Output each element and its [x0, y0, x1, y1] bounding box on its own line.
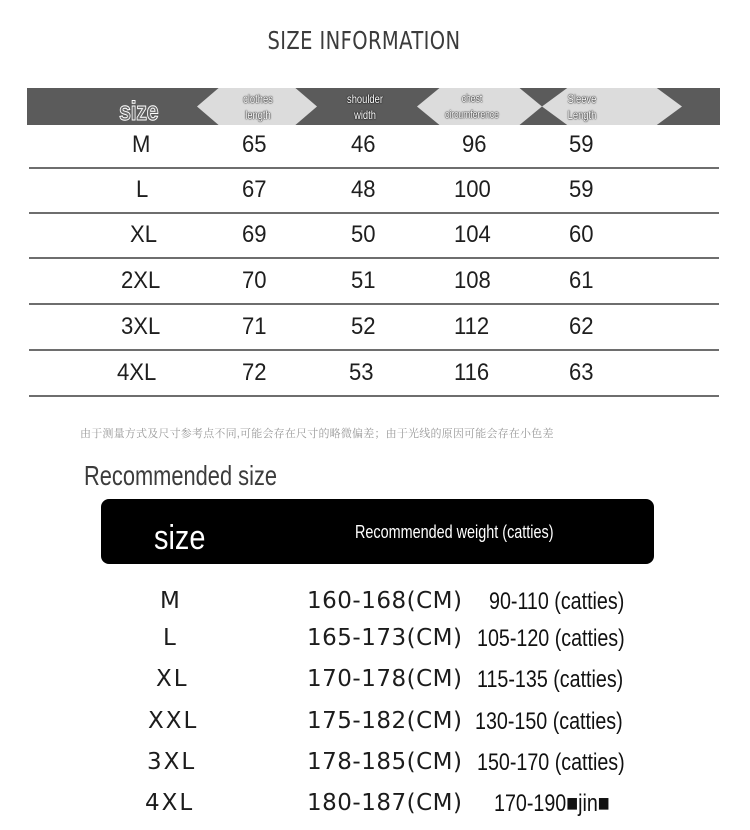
rec-size: XXL: [148, 708, 199, 734]
cell-chest: 108: [454, 267, 491, 294]
header-clothes-length: [231, 91, 286, 123]
cell-length: 70: [242, 267, 267, 294]
header-label-line: clothes: [243, 92, 273, 106]
header-label-line: shoulder: [347, 92, 383, 106]
header-chest-circumference: [437, 91, 507, 123]
cell-length: 65: [242, 131, 267, 158]
rec-height: 170-178(CM): [307, 666, 463, 692]
cell-shoulder: 50: [351, 221, 376, 248]
cell-shoulder: 52: [351, 313, 376, 340]
cell-sleeve: 60: [569, 221, 594, 248]
rec-height: 178-185(CM): [307, 749, 463, 775]
rec-weight: 130-150 (catties): [475, 708, 623, 735]
table-row: [29, 124, 719, 169]
rec-size: 3XL: [147, 749, 197, 775]
cell-sleeve: 59: [569, 131, 594, 158]
rec-height: 175-182(CM): [307, 708, 463, 734]
recommended-row: [0, 749, 750, 789]
cell-size: XL: [130, 221, 158, 248]
rec-weight: 150-170 (catties): [477, 749, 625, 776]
rec-size: XL: [156, 666, 189, 692]
table-row: [29, 306, 719, 351]
cell-size: M: [132, 131, 151, 158]
recommended-row: [0, 708, 750, 748]
rec-weight: 90-110 (catties): [489, 588, 625, 615]
header-label-line: chest: [461, 93, 483, 105]
rec-size: L: [163, 625, 178, 651]
cell-sleeve: 61: [569, 267, 594, 294]
page-title: SIZE INFORMATION: [267, 26, 461, 55]
cell-sleeve: 59: [569, 176, 594, 203]
table-row: [29, 352, 719, 397]
recommended-header-size: size: [154, 519, 206, 557]
cell-chest: 112: [454, 313, 490, 340]
size-table-header: [27, 88, 720, 125]
recommended-row: [0, 790, 750, 830]
rec-weight: 105-120 (catties): [477, 625, 625, 652]
cell-chest: 116: [454, 359, 490, 386]
cell-chest: 100: [454, 176, 491, 203]
recommended-header: [101, 499, 654, 564]
cell-sleeve: 62: [569, 313, 594, 340]
table-row: [29, 260, 719, 305]
table-row: [29, 169, 719, 214]
cell-length: 67: [242, 176, 267, 203]
rec-height: 180-187(CM): [307, 790, 463, 816]
header-label-line: circumference: [445, 109, 499, 121]
header-sleeve-length: [555, 91, 610, 123]
cell-shoulder: 53: [349, 359, 374, 386]
cell-shoulder: 51: [351, 267, 376, 294]
cell-shoulder: 46: [351, 131, 376, 158]
rec-size: 4XL: [145, 790, 195, 816]
rec-size: M: [160, 588, 182, 614]
recommended-header-weight: Recommended weight (catties): [355, 522, 554, 542]
recommended-row: [0, 588, 750, 628]
cell-sleeve: 63: [569, 359, 594, 386]
rec-height: 160-168(CM): [307, 588, 463, 614]
rec-height: 165-173(CM): [307, 625, 463, 651]
cell-size: 3XL: [121, 313, 161, 340]
header-label-line: length: [245, 108, 271, 122]
header-label-line: width: [354, 108, 376, 122]
recommended-row: [0, 625, 750, 665]
cell-shoulder: 48: [351, 176, 376, 203]
cell-size: 2XL: [121, 267, 161, 294]
cell-chest: 96: [462, 131, 487, 158]
header-label-line: Length: [567, 108, 597, 122]
recommended-row: [0, 666, 750, 706]
recommended-title: Recommended size: [84, 460, 278, 491]
table-row: [29, 214, 719, 259]
cell-size: L: [136, 176, 149, 203]
rec-weight: 115-135 (catties): [477, 666, 624, 693]
cell-length: 71: [242, 313, 267, 340]
cell-length: 69: [242, 221, 267, 248]
header-label-line: Sleeve: [567, 92, 597, 106]
measurement-note: 由于测量方式及尺寸参考点不同,可能会存在尺寸的略微偏差；由于光线的原因可能会存在小色差: [80, 428, 554, 440]
cell-length: 72: [242, 359, 267, 386]
header-shoulder-width: [338, 91, 393, 123]
rec-weight: 170-190■jin■: [494, 790, 610, 817]
cell-chest: 104: [454, 221, 491, 248]
header-size: size: [119, 96, 159, 126]
cell-size: 4XL: [117, 359, 157, 386]
